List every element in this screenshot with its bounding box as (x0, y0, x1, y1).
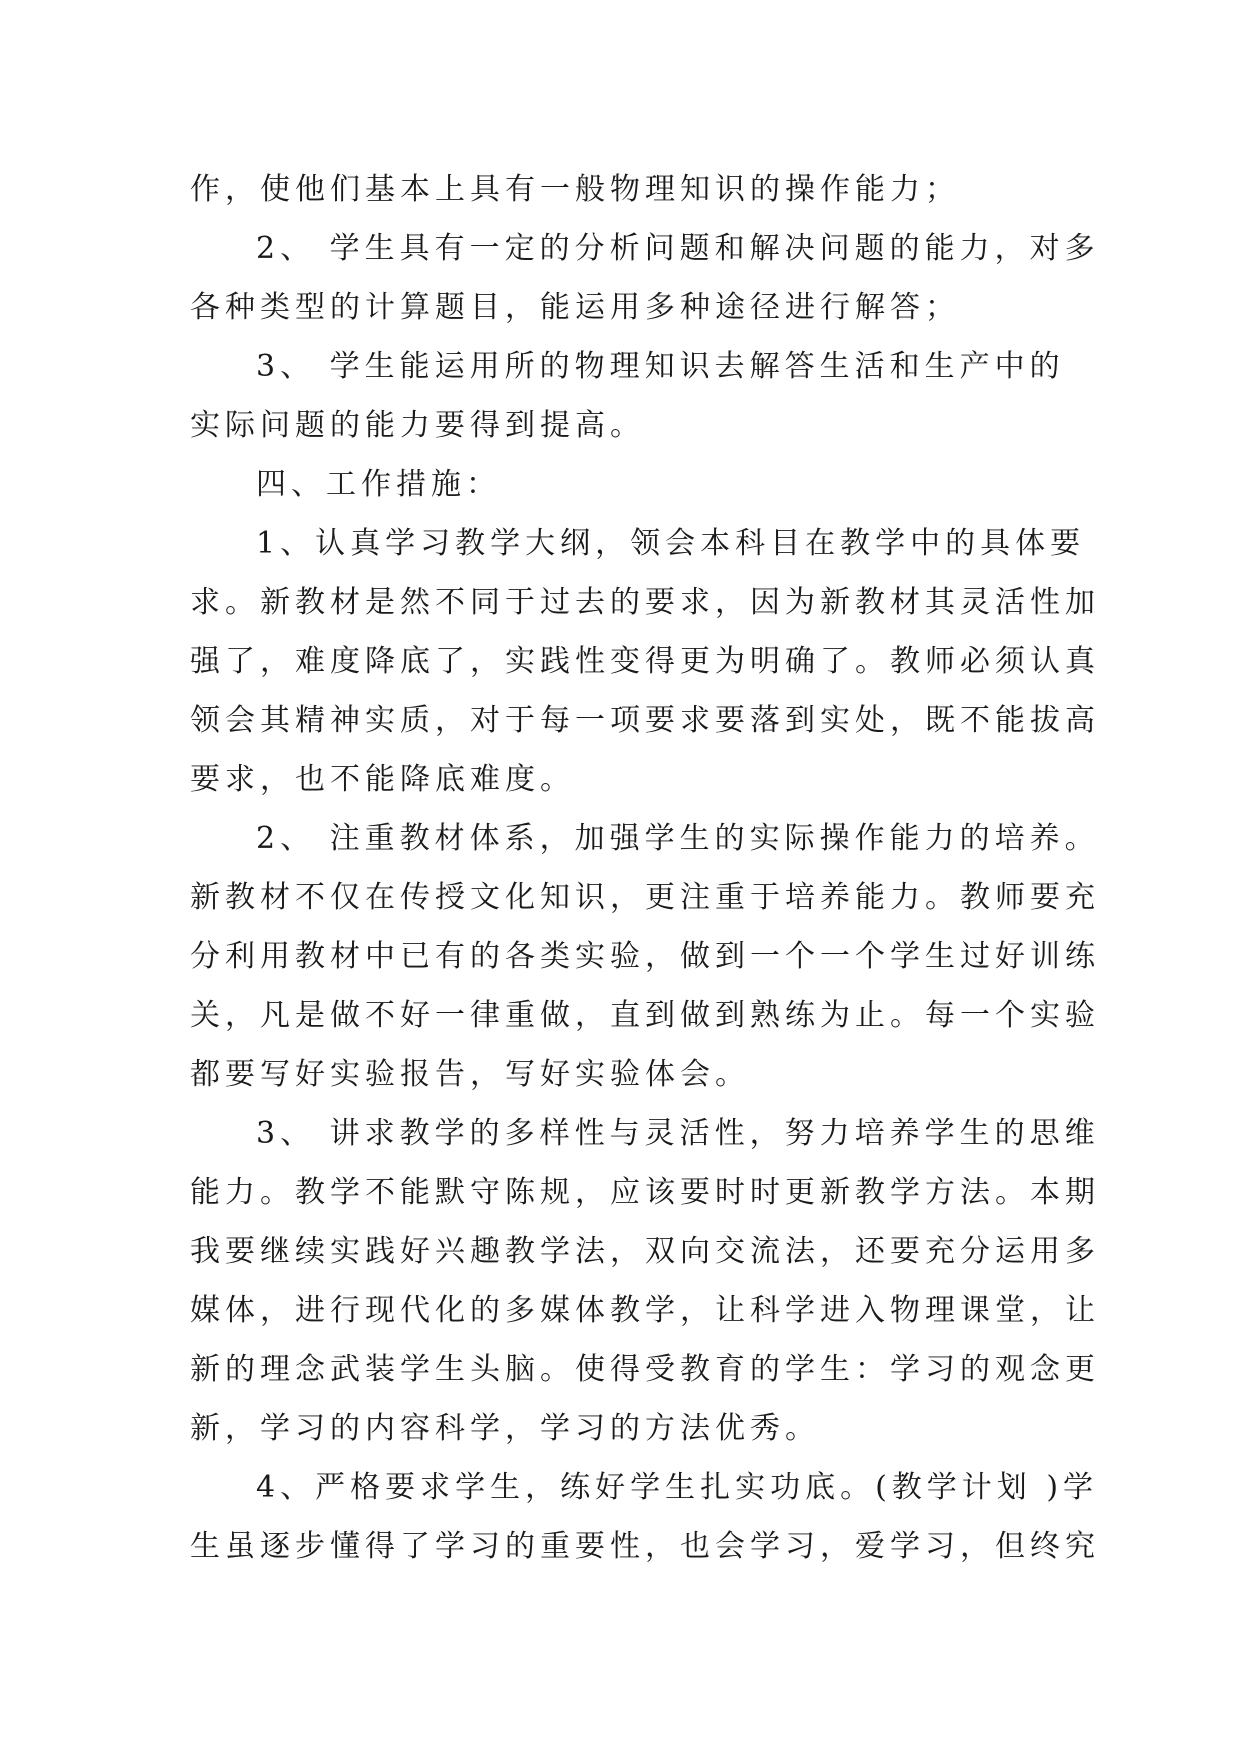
text-line: 四、工作措施： (256, 467, 501, 502)
text-line: 分利用教材中已有的各类实验，做到一个一个学生过好训练 (190, 939, 1100, 974)
text-line: 新，学习的内容科学，学习的方法优秀。 (190, 1411, 820, 1446)
text-line: 4、严格要求学生，练好学生扎实功底。(教学计划 )学 (256, 1470, 1099, 1505)
text-line: 3、 学生能运用所的物理知识去解答生活和生产中的 (256, 349, 1065, 384)
text-line: 生虽逐步懂得了学习的重要性，也会学习，爱学习，但终究 (190, 1529, 1100, 1564)
text-line: 2、 注重教材体系，加强学生的实际操作能力的培养。 (256, 821, 1100, 856)
text-line: 实际问题的能力要得到提高。 (190, 408, 645, 443)
text-line: 新教材不仅在传授文化知识，更注重于培养能力。教师要充 (190, 880, 1100, 915)
text-line: 2、 学生具有一定的分析问题和解决问题的能力，对多 (256, 231, 1100, 266)
text-line: 作，使他们基本上具有一般物理知识的操作能力； (190, 172, 960, 207)
text-line: 都要写好实验报告，写好实验体会。 (190, 1057, 750, 1092)
text-line: 新的理念武装学生头脑。使得受教育的学生：学习的观念更 (190, 1352, 1100, 1387)
text-line: 各种类型的计算题目，能运用多种途径进行解答； (190, 290, 960, 325)
text-line: 求。新教材是然不同于过去的要求，因为新教材其灵活性加 (190, 585, 1100, 620)
text-line: 媒体，进行现代化的多媒体教学，让科学进入物理课堂，让 (190, 1293, 1100, 1328)
text-line: 领会其精神实质，对于每一项要求要落到实处，既不能拔高 (190, 703, 1100, 738)
text-line: 1、认真学习教学大纲，领会本科目在教学中的具体要 (256, 526, 1086, 561)
text-line: 能力。教学不能默守陈规，应该要时时更新教学方法。本期 (190, 1175, 1100, 1210)
text-line: 我要继续实践好兴趣教学法，双向交流法，还要充分运用多 (190, 1234, 1100, 1269)
body-text (190, 160, 1100, 1576)
text-line: 3、 讲求教学的多样性与灵活性，努力培养学生的思维 (256, 1116, 1100, 1151)
text-line: 要求，也不能降底难度。 (190, 762, 575, 797)
text-line: 关，凡是做不好一律重做，直到做到熟练为止。每一个实验 (190, 998, 1100, 1033)
text-line: 强了，难度降底了，实践性变得更为明确了。教师必须认真 (190, 644, 1100, 679)
